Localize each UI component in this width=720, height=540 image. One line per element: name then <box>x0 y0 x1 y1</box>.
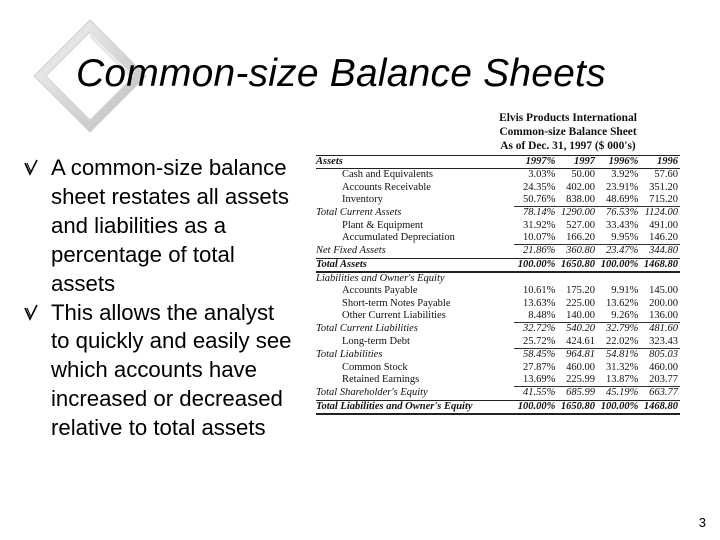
cell-value: 527.00 <box>566 219 595 231</box>
cell-value: 964.81 <box>557 349 597 362</box>
cell-value: 31.32% <box>606 361 639 373</box>
cell-value: 136.00 <box>649 310 678 322</box>
slide-title: Common-size Balance Sheets <box>76 52 606 95</box>
cell-value: 424.61 <box>566 335 595 347</box>
cell-value: 3.92% <box>611 169 639 181</box>
row-label: Total Liabilities <box>316 348 383 360</box>
cell-value: 166.20 <box>566 232 595 244</box>
table-row <box>316 220 680 232</box>
cell-value: 13.87% <box>606 373 639 385</box>
cell-value: 45.19% <box>597 387 640 400</box>
row-label: Liabilities and Owner's Equity <box>316 272 514 285</box>
table-row <box>316 245 680 258</box>
cell-value: 10.61% <box>523 285 556 297</box>
cell-value: 50.76% <box>523 194 556 206</box>
cell-value: 57.60 <box>654 169 678 181</box>
bullet-text: A common-size balance sheet restates all assets and liabilities as a percentage of total assets <box>51 155 290 296</box>
table-row <box>316 169 680 182</box>
cell-value: 685.99 <box>557 387 597 400</box>
cell-value <box>557 272 597 285</box>
cell-value: 715.20 <box>649 194 678 206</box>
cell-value: 481.60 <box>640 323 680 336</box>
cell-value: 48.69% <box>606 194 639 206</box>
row-label: Retained Earnings <box>342 374 420 386</box>
column-header: Assets <box>316 156 514 169</box>
cell-value: 540.20 <box>557 323 597 336</box>
cell-value: 140.00 <box>566 310 595 322</box>
row-label: Plant & Equipment <box>342 219 424 231</box>
row-label: Total Liabilities and Owner's Equity <box>316 400 514 414</box>
cell-value: 78.14% <box>514 207 557 220</box>
cell-value: 460.00 <box>566 361 595 373</box>
table-row <box>316 387 680 400</box>
cell-value: 460.00 <box>649 361 678 373</box>
cell-value: 3.03% <box>528 169 556 181</box>
table-row <box>316 323 680 336</box>
column-header: 1997% <box>514 156 557 169</box>
table-row <box>316 182 680 194</box>
cell-value: 145.00 <box>649 285 678 297</box>
table-row <box>316 285 680 297</box>
company-name: Elvis Products International <box>499 112 637 124</box>
sheet-title: Common-size Balance Sheet <box>499 126 637 138</box>
cell-value: 838.00 <box>566 194 595 206</box>
cell-value: 13.63% <box>523 297 556 309</box>
cell-value: 13.62% <box>606 297 639 309</box>
bullet-text: This allows the analyst to quickly and easily see which accounts have increased or decreased relative to total assets <box>51 299 292 441</box>
page-number: 3 <box>698 515 706 530</box>
row-label: Total Shareholder's Equity <box>316 386 428 398</box>
cell-value: 225.99 <box>566 373 595 385</box>
cell-value: 225.00 <box>566 297 595 309</box>
cell-value: 13.69% <box>523 373 556 385</box>
cell-value: 22.02% <box>606 335 639 347</box>
table-row <box>316 374 680 387</box>
table-row <box>316 310 680 323</box>
cell-value: 10.07% <box>523 232 556 244</box>
table-row <box>316 194 680 207</box>
cell-value: 100.00% <box>514 400 557 414</box>
row-label: Net Fixed Assets <box>316 245 386 257</box>
table-row <box>316 336 680 349</box>
table-header-row <box>316 156 680 169</box>
table-row <box>316 362 680 374</box>
bullet-list <box>24 154 294 443</box>
cell-value: 41.55% <box>514 387 557 400</box>
cell-value: 1650.80 <box>557 258 597 272</box>
cell-value: 21.86% <box>514 245 557 258</box>
cell-value: 663.77 <box>640 387 680 400</box>
cell-value: 31.92% <box>523 219 556 231</box>
cell-value: 25.72% <box>523 335 556 347</box>
cell-value: 175.20 <box>566 285 595 297</box>
cell-value: 323.43 <box>649 335 678 347</box>
row-label: Total Current Assets <box>316 207 402 219</box>
table-row <box>316 207 680 220</box>
sheet-date: As of Dec. 31, 1997 ($ 000's) <box>500 140 636 152</box>
cell-value: 32.79% <box>597 323 640 336</box>
cell-value: 100.00% <box>514 258 557 272</box>
balance-sheet-table <box>316 155 680 415</box>
column-header: 1997 <box>557 156 597 169</box>
cell-value: 33.43% <box>606 219 639 231</box>
checkmark-v-icon <box>24 157 38 177</box>
balance-sheet-image <box>316 111 680 415</box>
row-label: Accumulated Depreciation <box>342 232 455 244</box>
cell-value: 203.77 <box>649 373 678 385</box>
cell-value: 24.35% <box>523 181 556 193</box>
cell-value: 8.48% <box>528 310 556 322</box>
cell-value: 100.00% <box>597 400 640 414</box>
table-row <box>316 349 680 362</box>
table-row <box>316 298 680 310</box>
cell-value: 32.72% <box>514 323 557 336</box>
table-row <box>316 400 680 414</box>
column-header: 1996% <box>597 156 640 169</box>
cell-value: 1468.80 <box>640 400 680 414</box>
column-header: 1996 <box>640 156 680 169</box>
cell-value: 805.03 <box>640 349 680 362</box>
cell-value: 1290.00 <box>557 207 597 220</box>
row-label: Common Stock <box>342 361 408 373</box>
table-row <box>316 258 680 272</box>
cell-value: 50.00 <box>571 169 595 181</box>
cell-value: 23.47% <box>597 245 640 258</box>
table-row <box>316 232 680 245</box>
cell-value: 360.80 <box>557 245 597 258</box>
row-label: Cash and Equivalents <box>342 169 433 181</box>
cell-value: 491.00 <box>649 219 678 231</box>
table-row <box>316 272 680 285</box>
checkmark-v-icon <box>24 302 38 322</box>
cell-value: 1124.00 <box>640 207 680 220</box>
bullet-item <box>24 299 294 444</box>
cell-value: 58.45% <box>514 349 557 362</box>
row-label: Inventory <box>342 194 383 206</box>
cell-value: 9.26% <box>611 310 639 322</box>
row-label: Total Assets <box>316 258 514 272</box>
cell-value: 27.87% <box>523 361 556 373</box>
row-label: Accounts Payable <box>342 285 418 297</box>
cell-value: 344.80 <box>640 245 680 258</box>
row-label: Short-term Notes Payable <box>342 297 451 309</box>
cell-value: 9.91% <box>611 285 639 297</box>
row-label: Accounts Receivable <box>342 181 431 193</box>
row-label: Total Current Liabilities <box>316 323 418 335</box>
row-label: Other Current Liabilities <box>342 310 446 322</box>
cell-value: 1650.80 <box>557 400 597 414</box>
sheet-heading <box>456 111 680 153</box>
cell-value: 351.20 <box>649 181 678 193</box>
cell-value: 402.00 <box>566 181 595 193</box>
cell-value <box>640 272 680 285</box>
cell-value: 200.00 <box>649 297 678 309</box>
cell-value: 146.20 <box>649 232 678 244</box>
cell-value <box>597 272 640 285</box>
cell-value: 76.53% <box>597 207 640 220</box>
cell-value: 1468.80 <box>640 258 680 272</box>
cell-value <box>514 272 557 285</box>
cell-value: 9.95% <box>611 232 639 244</box>
cell-value: 23.91% <box>606 181 639 193</box>
row-label: Long-term Debt <box>342 336 410 348</box>
cell-value: 54.81% <box>597 349 640 362</box>
cell-value: 100.00% <box>597 258 640 272</box>
bullet-item <box>24 154 294 299</box>
